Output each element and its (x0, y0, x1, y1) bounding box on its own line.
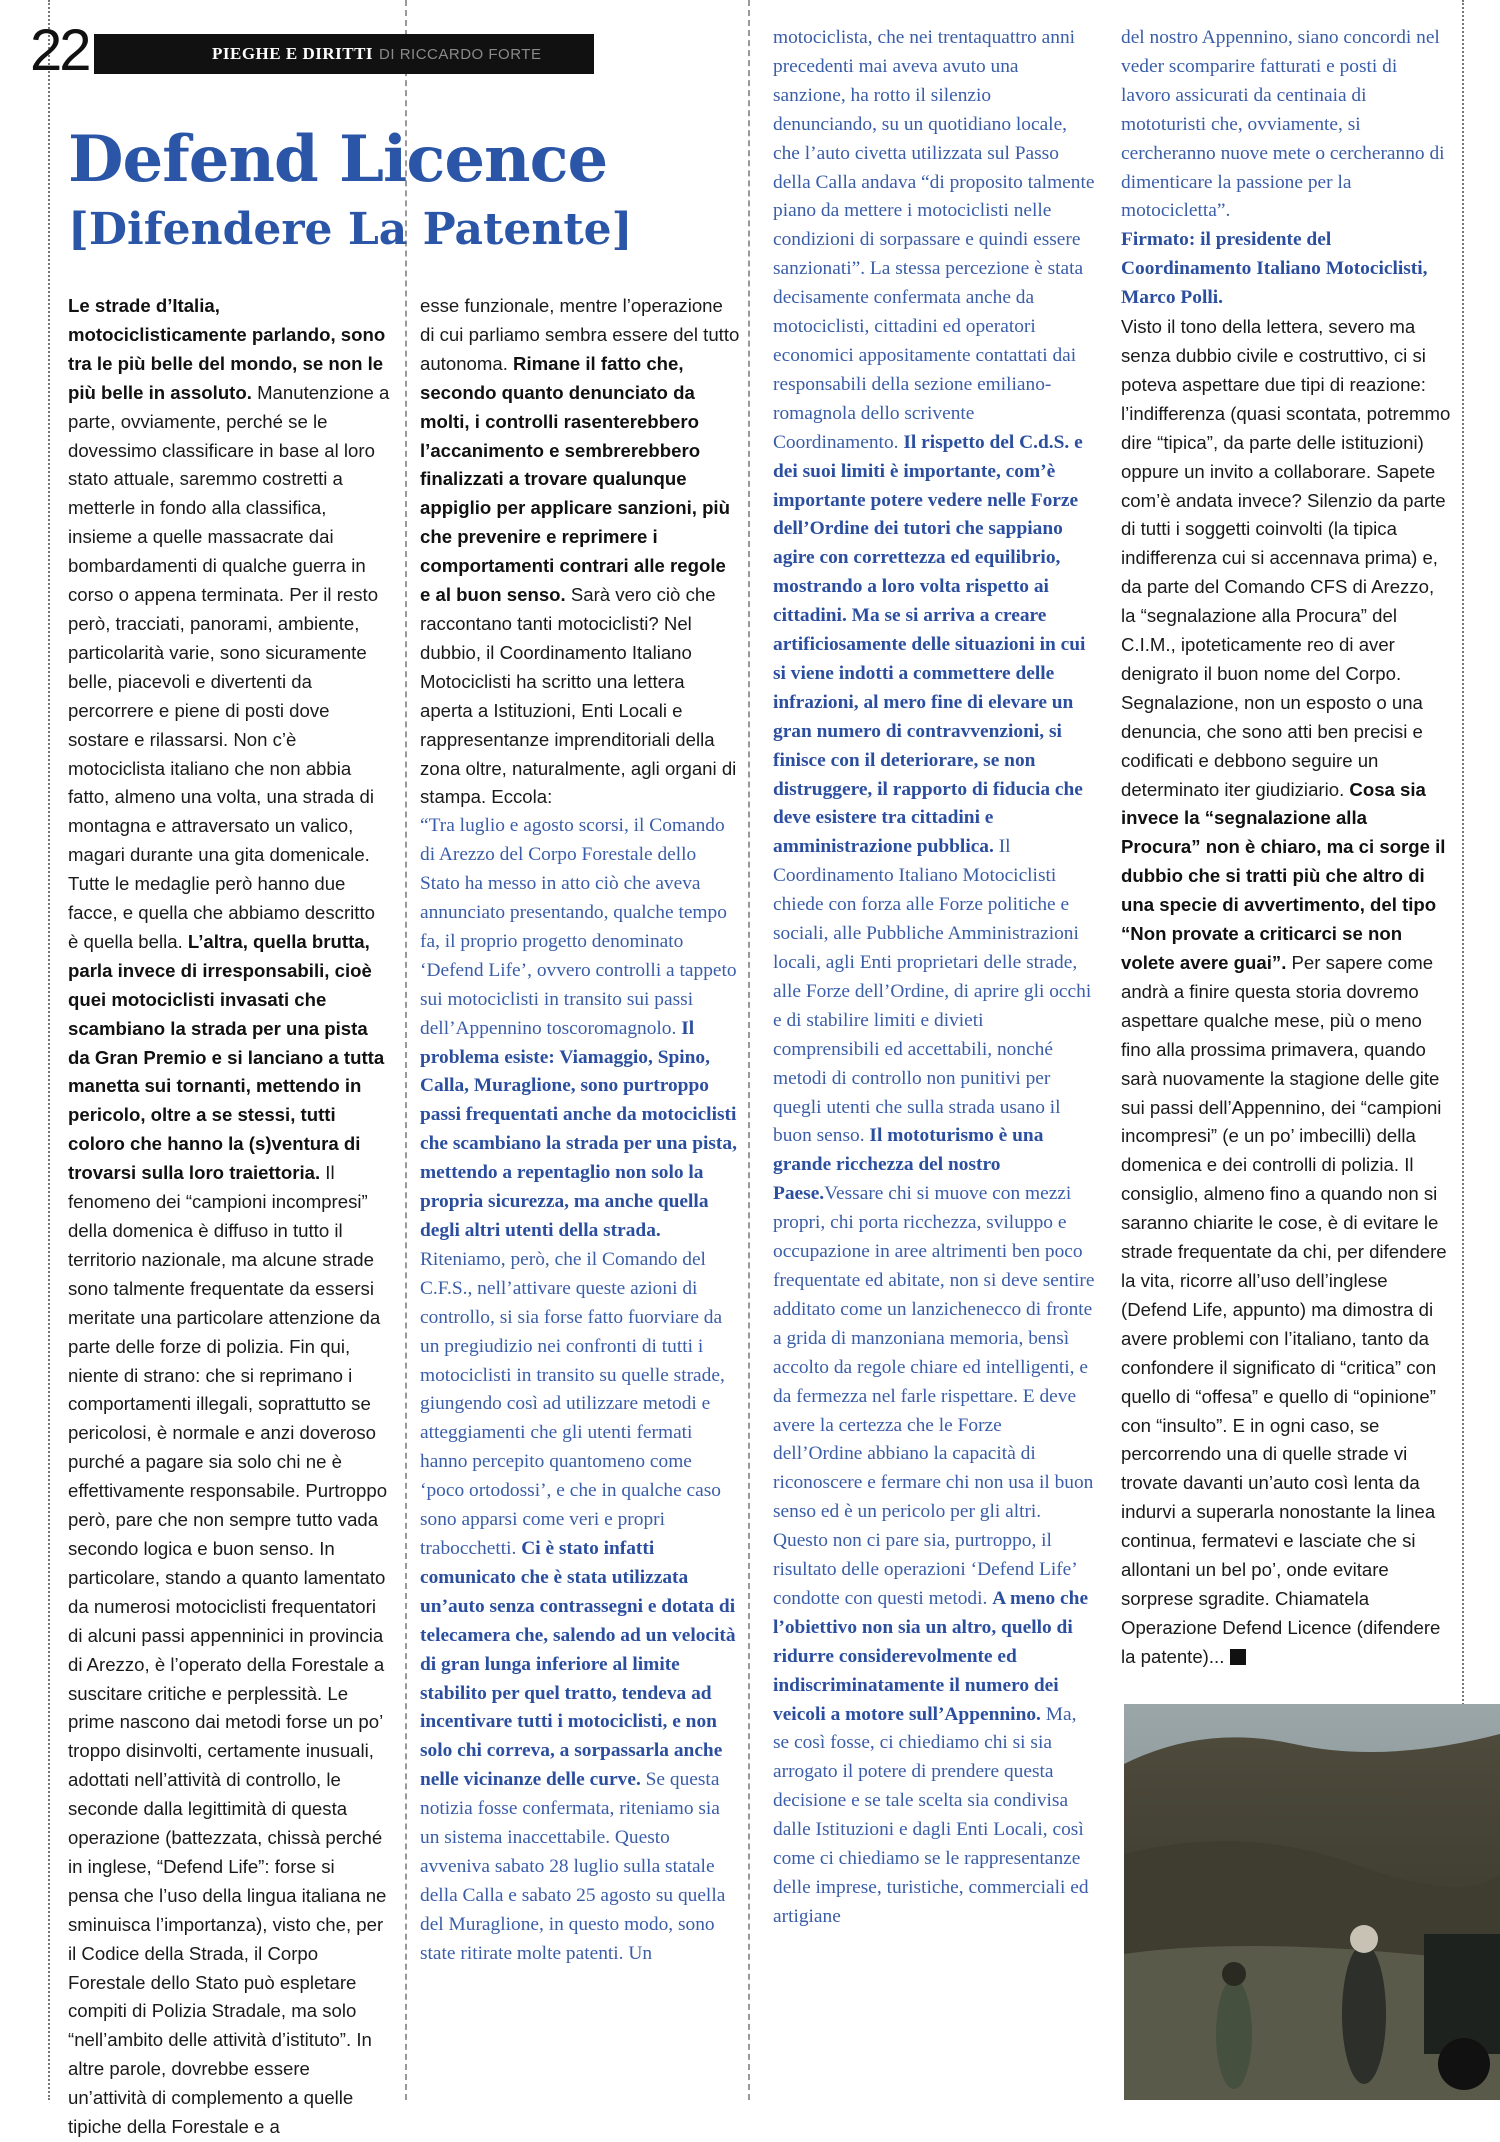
quote-bold-text: Il problema esiste: Viamaggio, Spino, Calla, Muraglione, sono purtroppo passi frequentati anche da motociclisti che scambiano la strada per una pista, mettendo a repentaglio non solo la propria sicurezza, ma anche quella degli altri utenti della strada. (420, 1017, 737, 1241)
quote-text: Ma, se così fosse, ci chiediamo chi si sia arrogato il potere di prendere questa decisione e se tale scelta sia condivisa dalle Istituzioni e dagli Enti Locali, così come ci chiediamo se le rappresentanze delle imprese, turistiche, commerciali ed artigiane (773, 1703, 1089, 1927)
article-column-1 (68, 292, 390, 2142)
body-text: Il fenomeno dei “campioni incompresi” della domenica è diffuso in tutto il territorio nazionale, ma alcune strade sono talmente frequentate da essersi meritate una particolare attenzione da parte delle forze di polizia. Fin qui, niente di strano: che si reprimano i comportamenti illegali, soprattutto se pericolosi, è normale e anzi doveroso purché a pagare sia solo chi ne è effettivamente responsabile. Purtroppo però, pare che non sempre tutto vada secondo logica e buon senso. In particolare, stando a quanto lamentato da numerosi motociclisti frequentatori di alcuni passi appenninici in provincia di Arezzo, è l’operato della Forestale a suscitare critiche e perplessità. Le prime nascono dai metodi forse un po’ troppo disinvolti, certamente inusuali, adottati nell’attività di controllo, le seconde dalla legittimità di questa operazione (battezzata, chissà perché in inglese, “Defend Life”: forse si pensa che l’uso della lingua italiana ne sminuisca l’importanza), visto che, per il Codice della Strada, il Corpo Forestale dello Stato può espletare compiti di Polizia Stradale, ma solo “nell’ambito delle attività d’istituto”. In altre parole, dovrebbe essere un’attività di complemento a quelle tipiche della Forestale e a (68, 1162, 388, 2138)
column-separator-line (405, 0, 407, 2100)
quote-bold-text: Il mototurismo è una grande ricchezza del nostro Paese. (773, 1125, 1044, 1205)
quote-bold-text: Ci è stato infatti comunicato che è stata utilizzata un’auto senza contrassegni e dotata di telecamera che, salendo ad un velocità di gran lunga inferiore al limite stabilito per quel tratto, tendeva ad incentivare tutti i motociclisti, e non solo chi correva, a sorpassarla anche nelle vicinanze delle curve. (420, 1537, 736, 1791)
section-title: PIEGHE E DIRITTI (212, 44, 374, 63)
article-column-4 (1121, 24, 1451, 1672)
quote-bold-text: Il rispetto del C.d.S. e dei suoi limiti è importante, com’è importante potere vedere nelle Forze dell’Ordine dei tutori che sappiano agire con correttezza ed equilibrio, mostrando a loro volta rispetto ai cittadini. Ma se si arriva a creare artificiosamente delle situazioni in cui si viene indotti a commettere delle infrazioni, al mero fine di elevare un gran numero di contravvenzioni, si finisce con il deteriorare, se non distruggere, il rapporto di fiducia che deve esistere tra cittadini e amministrazione pubblica. (773, 431, 1086, 858)
quote-bold-text: A meno che l’obiettivo non sia un altro, quello di ridurre considerevolmente ed indiscriminatamente il numero dei veicoli a motore sull’Appennino. (773, 1587, 1089, 1725)
quote-text: Se questa notizia fosse confermata, riteniamo sia un sistema inaccettabile. Questo avveniva sabato 28 luglio sulla statale della Calla e sabato 25 agosto su quella del Muraglione, in questo modo, sono state ritirate molte patenti. Un (420, 1769, 726, 1964)
bold-text: Cosa sia invece la “segnalazione alla Procura” non è chiaro, ma ci sorge il dubbio che si tratti più che altro di una specie di avvertimento, del tipo “Non provate a criticarci se non volete avere guai”. (1121, 778, 1446, 973)
quote-text: Riteniamo, però, che il Comando del C.F.S., nell’attivare queste azioni di controllo, si sia forse fatto fuorviare da un pregiudizio nei confronti di tutti i motociclisti in transito su quelle strade, giungendo così ad utilizzare metodi e atteggiamenti che gli utenti fermati hanno percepito quantomeno come ‘poco ortodossi’, e che in qualche caso sono apparsi come veri e propri trabocchetti. (420, 1248, 725, 1559)
article-photo (1124, 1704, 1500, 2100)
lead-paragraph: Le strade d’Italia, motociclisticamente parlando, sono tra le più belle del mondo, se non le più belle in assoluto. (68, 295, 386, 403)
title-line-2: [Difendere La Patente] (68, 204, 633, 255)
body-text: esse funzionale, mentre l’operazione di cui parliamo sembra essere del tutto autonoma. (420, 295, 740, 374)
section-header-bar (94, 34, 594, 74)
article-title (68, 122, 708, 255)
article-column-2 (420, 292, 740, 1969)
body-text: Per sapere come andrà a finire questa storia dovremo aspettare qualche mese, più o meno fino alla prossima primavera, quando sarà nuovamente la stagione delle gite sui passi dell’Appennino, dei “campioni incompresi” (e un po’ imbecilli) della domenica e dei controlli di polizia. Il consiglio, almeno fino a quando non si saranno chiarite le cose, è di evitare le strade frequentate da chi, per difendere la vita, ricorre all’uso dell’inglese (Defend Life, appunto) ma dimostra di avere problemi con l’italiano, tanto da confondere il significato di “critica” con quello di “offesa” e quello di “opinione” con “insulto”. E in ogni caso, se percorrendo una di quelle strade vi trovate davanti un’auto così lenta da indurvi a superarla nonostante la linea continua, fermatevi e lasciate che si allontani un bel po’, onde evitare sorprese sgradite. Chiamatela Operazione Defend Licence (difendere la patente)... (1121, 952, 1447, 1667)
quote-text: del nostro Appennino, siano concordi nel veder scomparire fatturati e posti di lavoro assicurati da centinaia di mototuristi che, ovviamente, si cercheranno nuove mete o cercheranno di dimenticare la passione per la motocicletta”. (1121, 27, 1445, 222)
body-text: Sarà vero ciò che raccontano tanti motociclisti? Nel dubbio, il Coordinamento Italiano Motociclisti ha scritto una lettera aperta a Istituzioni, Enti Locali e rappresentanze imprenditoriali della zona oltre, naturalmente, agli organi di stampa. Eccola: (420, 584, 737, 808)
body-text: Manutenzione a parte, ovviamente, perché se le dovessimo classificare in base al loro stato attuale, saremmo costretti a metterle in fondo alla classifica, insieme a quelle massacrate dai bombardamenti di qualche guerra in corso o appena terminata. Per il resto però, tracciati, panorami, ambiente, particolarità varie, sono sicuramente belle, piacevoli e divertenti da percorrere e piene di posti dove sostare e rilassarsi. Non c’è motociclista italiano che non abbia fatto, almeno una volta, una strada di montagna e attraversato un valico, magari durante una gita domenicale. Tutte le medaglie però hanno due facce, e quella che abbiamo descritto è quella bella. (68, 381, 390, 952)
page-number: 22 (30, 18, 89, 83)
photo-landscape-officers (1124, 1704, 1500, 2100)
bold-text: L’altra, quella brutta, parla invece di irresponsabili, cioè quei motociclisti invasati che scambiano la strada per una pista da Gran Premio e si lanciano a tutta manetta sui tornanti, mettendo in pericolo, oltre a se stessi, tutti coloro che hanno la (s)ventura di trovarsi sulla loro traiettoria. (68, 930, 385, 1184)
bold-text: Rimane il fatto che, secondo quanto denunciato da molti, i controlli rasenterebbero l’accanimento e sembrerebbero finalizzati a trovare qualunque appiglio per applicare sanzioni, più che prevenire e reprimere i comportamenti contrari alle regole e al buon senso. (420, 352, 730, 606)
author-byline: DI RICCARDO FORTE (379, 45, 542, 63)
quote-text: “Tra luglio e agosto scorsi, il Comando di Arezzo del Corpo Forestale dello Stato ha messo in atto ciò che aveva annunciato presentando, qualche tempo fa, il proprio progetto denominato ‘Defend Life’, ovvero controlli a tappeto sui motociclisti in transito sui passi dell’Appennino toscoromagnolo. (420, 815, 737, 1039)
quote-text: Il Coordinamento Italiano Motociclisti chiede con forza alle Forze politiche e sociali, alle Pubbliche Amministrazioni locali, agli Enti proprietari delle strade, alle Forze dell’Ordine, di aprire gli occhi e di stabilire limiti e divieti comprensibili ed accettabili, nonché metodi di controllo non punitivi per quegli utenti che sulla strada usano il buon senso. (773, 836, 1092, 1147)
page-fold-line (48, 0, 50, 2100)
article-column-3 (773, 24, 1095, 1932)
end-of-article-mark (1230, 1649, 1246, 1665)
open-letter-quote (420, 812, 740, 1968)
body-text-block (1121, 313, 1451, 1672)
body-text: Visto il tono della lettera, severo ma senza dubbio civile e costruttivo, ci si poteva aspettare due tipi di reazione: l’indifferenza (quasi scontata, potremmo dire “tipica”, da parte delle istituzioni) oppure un invito a collaborare. Sapete com’è andata invece? Silenzio da parte di tutti i soggetti coinvolti (la tipica indifferenza cui si accennava prima) e, da parte del Comando CFS di Arezzo, la “segnalazione alla Procura” del C.I.M., ipoteticamente reo di aver denigrato il buon nome del Corpo. Segnalazione, non un esposto o una denuncia, che sono atti ben precisi e codificati e debbono seguire un determinato iter giudiziario. (1121, 316, 1451, 800)
quote-text: motociclista, che nei trentaquattro anni precedenti mai aveva avuto una sanzione, ha rotto il silenzio denunciando, su un quotidiano locale, che l’auto civetta utilizzata sul Passo della Calla andava “di proposito talmente piano da mettere i motociclisti nelle condizioni di sorpassare e quindi essere sanzionati”. La stessa percezione è stata decisamente confermata anche da motociclisti, cittadini ed operatori economici appositamente contattati dai responsabili della sezione emiliano-romagnola dello scrivente Coordinamento. (773, 27, 1095, 453)
quote-ending (1121, 24, 1451, 313)
column-separator-line (748, 0, 750, 2100)
letter-signature: Firmato: il presidente del Coordinamento Italiano Motociclisti, Marco Polli. (1121, 229, 1428, 309)
title-line-1: Defend Licence (68, 122, 608, 197)
quote-text: Vessare chi si muove con mezzi propri, chi porta ricchezza, sviluppo e occupazione in aree altrimenti ben poco frequentate ed abitate, non si deve sentire additato come un lanzichenecco di fronte a grida di manzoniana memoria, bensì accolto da regole chiare ed intelligenti, e da fermezza nel farle rispettare. E deve avere la certezza che le Forze dell’Ordine abbiano la capacità di riconoscere e fermare chi non usa il buon senso ed è un pericolo per gli altri. Questo non ci pare sia, purtroppo, il risultato delle operazioni ‘Defend Life’ condotte con questi metodi. (773, 1183, 1095, 1609)
